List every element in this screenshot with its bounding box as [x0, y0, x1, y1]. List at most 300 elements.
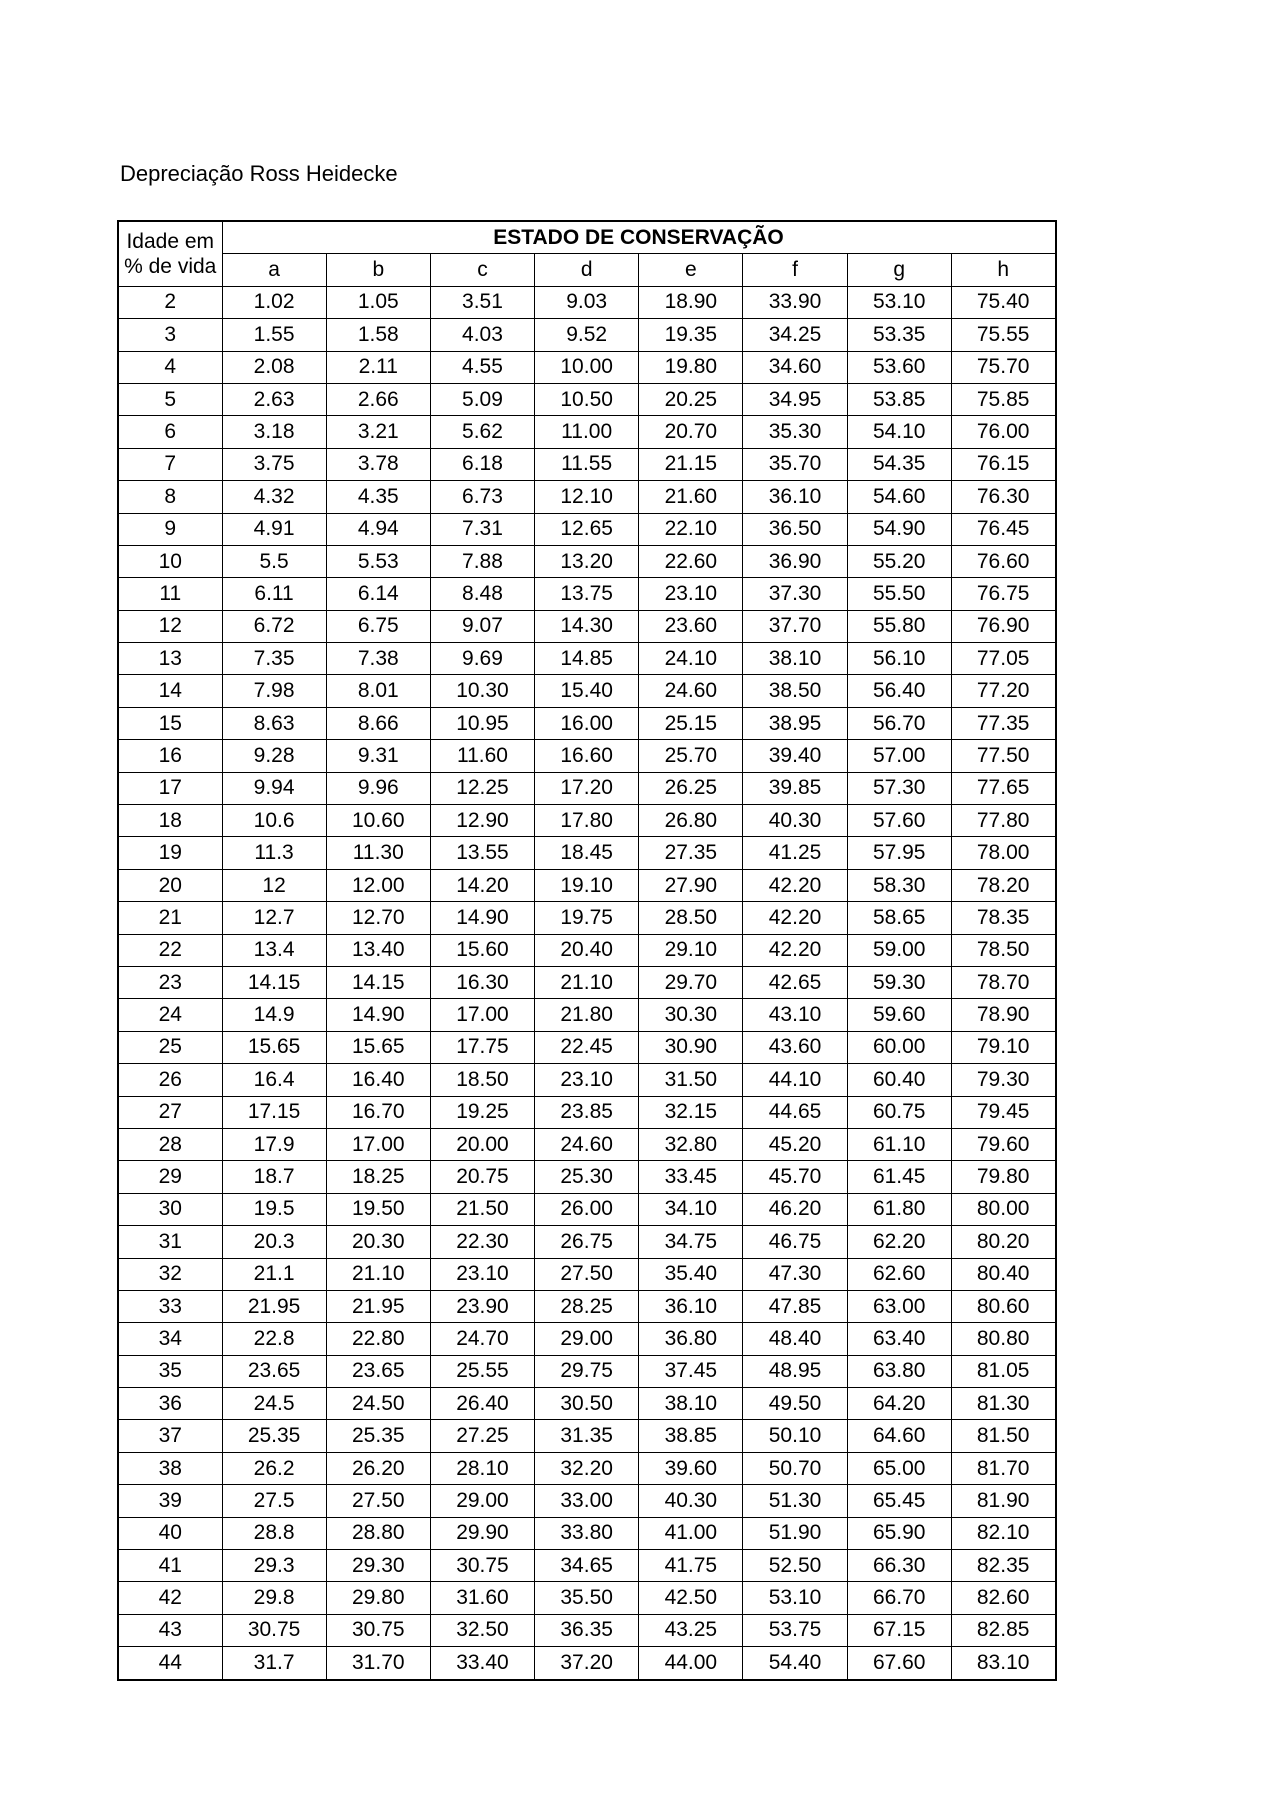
value-cell: 17.9 [222, 1128, 326, 1160]
value-cell: 78.35 [951, 902, 1055, 934]
value-cell: 23.65 [326, 1355, 430, 1387]
table-row [118, 578, 1056, 610]
value-cell: 77.50 [951, 740, 1055, 772]
value-cell: 6.18 [430, 448, 534, 480]
value-cell: 38.10 [639, 1388, 743, 1420]
table-row [118, 740, 1056, 772]
age-cell: 26 [118, 1064, 222, 1096]
value-cell: 2.08 [222, 351, 326, 383]
age-cell: 32 [118, 1258, 222, 1290]
value-cell: 4.91 [222, 513, 326, 545]
value-cell: 16.60 [535, 740, 639, 772]
table-row [118, 837, 1056, 869]
value-cell: 36.35 [535, 1614, 639, 1646]
age-cell: 44 [118, 1647, 222, 1680]
value-cell: 9.69 [430, 643, 534, 675]
value-cell: 14.15 [222, 966, 326, 998]
value-cell: 53.10 [847, 286, 951, 318]
age-cell: 2 [118, 286, 222, 318]
value-cell: 48.40 [743, 1323, 847, 1355]
age-cell: 3 [118, 319, 222, 351]
table-row [118, 1258, 1056, 1290]
value-cell: 19.35 [639, 319, 743, 351]
value-cell: 47.30 [743, 1258, 847, 1290]
value-cell: 42.65 [743, 966, 847, 998]
value-cell: 25.35 [222, 1420, 326, 1452]
value-cell: 79.60 [951, 1128, 1055, 1160]
value-cell: 36.80 [639, 1323, 743, 1355]
value-cell: 77.65 [951, 772, 1055, 804]
age-cell: 23 [118, 966, 222, 998]
value-cell: 55.50 [847, 578, 951, 610]
value-cell: 23.10 [430, 1258, 534, 1290]
value-cell: 46.75 [743, 1226, 847, 1258]
value-cell: 23.90 [430, 1290, 534, 1322]
value-cell: 66.70 [847, 1582, 951, 1614]
age-cell: 25 [118, 1031, 222, 1063]
value-cell: 17.00 [326, 1128, 430, 1160]
value-cell: 38.50 [743, 675, 847, 707]
value-cell: 42.50 [639, 1582, 743, 1614]
value-cell: 13.40 [326, 934, 430, 966]
value-cell: 18.7 [222, 1161, 326, 1193]
value-cell: 2.11 [326, 351, 430, 383]
column-header-c: c [430, 254, 534, 286]
age-cell: 33 [118, 1290, 222, 1322]
value-cell: 1.05 [326, 286, 430, 318]
value-cell: 50.70 [743, 1452, 847, 1484]
value-cell: 44.00 [639, 1647, 743, 1680]
conservation-group-header: ESTADO DE CONSERVAÇÃO [222, 221, 1056, 254]
value-cell: 28.8 [222, 1517, 326, 1549]
table-row [118, 675, 1056, 707]
value-cell: 10.60 [326, 805, 430, 837]
value-cell: 30.75 [326, 1614, 430, 1646]
value-cell: 6.72 [222, 610, 326, 642]
value-cell: 34.75 [639, 1226, 743, 1258]
value-cell: 13.4 [222, 934, 326, 966]
value-cell: 18.25 [326, 1161, 430, 1193]
table-row [118, 1420, 1056, 1452]
value-cell: 14.90 [430, 902, 534, 934]
header-row-columns [118, 254, 1056, 286]
value-cell: 48.95 [743, 1355, 847, 1387]
value-cell: 40.30 [639, 1485, 743, 1517]
value-cell: 17.00 [430, 999, 534, 1031]
value-cell: 65.00 [847, 1452, 951, 1484]
value-cell: 80.00 [951, 1193, 1055, 1225]
value-cell: 32.20 [535, 1452, 639, 1484]
value-cell: 29.00 [430, 1485, 534, 1517]
value-cell: 75.55 [951, 319, 1055, 351]
value-cell: 53.85 [847, 383, 951, 415]
value-cell: 53.10 [743, 1582, 847, 1614]
table-row [118, 351, 1056, 383]
age-cell: 31 [118, 1226, 222, 1258]
value-cell: 77.05 [951, 643, 1055, 675]
value-cell: 2.63 [222, 383, 326, 415]
value-cell: 21.10 [535, 966, 639, 998]
value-cell: 6.14 [326, 578, 430, 610]
value-cell: 29.80 [326, 1582, 430, 1614]
value-cell: 31.60 [430, 1582, 534, 1614]
value-cell: 3.75 [222, 448, 326, 480]
value-cell: 9.52 [535, 319, 639, 351]
value-cell: 76.00 [951, 416, 1055, 448]
value-cell: 16.40 [326, 1064, 430, 1096]
value-cell: 29.00 [535, 1323, 639, 1355]
value-cell: 12.70 [326, 902, 430, 934]
value-cell: 9.07 [430, 610, 534, 642]
value-cell: 15.65 [326, 1031, 430, 1063]
table-row [118, 1193, 1056, 1225]
value-cell: 34.10 [639, 1193, 743, 1225]
table-row [118, 1647, 1056, 1680]
value-cell: 36.10 [639, 1290, 743, 1322]
value-cell: 50.10 [743, 1420, 847, 1452]
value-cell: 5.62 [430, 416, 534, 448]
age-cell: 21 [118, 902, 222, 934]
value-cell: 7.38 [326, 643, 430, 675]
value-cell: 57.30 [847, 772, 951, 804]
value-cell: 14.9 [222, 999, 326, 1031]
value-cell: 26.80 [639, 805, 743, 837]
value-cell: 30.30 [639, 999, 743, 1031]
column-header-d: d [535, 254, 639, 286]
value-cell: 3.21 [326, 416, 430, 448]
value-cell: 44.10 [743, 1064, 847, 1096]
value-cell: 21.1 [222, 1258, 326, 1290]
value-cell: 19.80 [639, 351, 743, 383]
age-cell: 8 [118, 481, 222, 513]
value-cell: 28.80 [326, 1517, 430, 1549]
value-cell: 27.25 [430, 1420, 534, 1452]
value-cell: 58.30 [847, 869, 951, 901]
value-cell: 53.35 [847, 319, 951, 351]
value-cell: 25.15 [639, 707, 743, 739]
value-cell: 14.15 [326, 966, 430, 998]
table-row [118, 966, 1056, 998]
value-cell: 79.80 [951, 1161, 1055, 1193]
value-cell: 83.10 [951, 1647, 1055, 1680]
value-cell: 64.20 [847, 1388, 951, 1420]
value-cell: 19.5 [222, 1193, 326, 1225]
value-cell: 77.80 [951, 805, 1055, 837]
value-cell: 4.94 [326, 513, 430, 545]
value-cell: 15.40 [535, 675, 639, 707]
value-cell: 78.20 [951, 869, 1055, 901]
value-cell: 29.70 [639, 966, 743, 998]
age-cell: 24 [118, 999, 222, 1031]
value-cell: 11.3 [222, 837, 326, 869]
column-header-e: e [639, 254, 743, 286]
value-cell: 14.30 [535, 610, 639, 642]
value-cell: 14.20 [430, 869, 534, 901]
value-cell: 12.25 [430, 772, 534, 804]
value-cell: 40.30 [743, 805, 847, 837]
value-cell: 8.66 [326, 707, 430, 739]
value-cell: 61.80 [847, 1193, 951, 1225]
age-cell: 16 [118, 740, 222, 772]
age-cell: 37 [118, 1420, 222, 1452]
value-cell: 34.95 [743, 383, 847, 415]
value-cell: 42.20 [743, 869, 847, 901]
value-cell: 12.65 [535, 513, 639, 545]
value-cell: 25.30 [535, 1161, 639, 1193]
value-cell: 26.2 [222, 1452, 326, 1484]
value-cell: 42.20 [743, 902, 847, 934]
value-cell: 54.10 [847, 416, 951, 448]
value-cell: 32.80 [639, 1128, 743, 1160]
value-cell: 78.70 [951, 966, 1055, 998]
value-cell: 20.30 [326, 1226, 430, 1258]
value-cell: 76.75 [951, 578, 1055, 610]
value-cell: 82.85 [951, 1614, 1055, 1646]
value-cell: 21.80 [535, 999, 639, 1031]
value-cell: 29.3 [222, 1550, 326, 1582]
value-cell: 79.30 [951, 1064, 1055, 1096]
value-cell: 21.60 [639, 481, 743, 513]
value-cell: 22.45 [535, 1031, 639, 1063]
value-cell: 54.60 [847, 481, 951, 513]
table-row [118, 1290, 1056, 1322]
age-column-header: Idade em % de vida [118, 221, 222, 286]
value-cell: 54.90 [847, 513, 951, 545]
table-row [118, 1226, 1056, 1258]
value-cell: 59.60 [847, 999, 951, 1031]
value-cell: 23.85 [535, 1096, 639, 1128]
value-cell: 54.35 [847, 448, 951, 480]
value-cell: 80.60 [951, 1290, 1055, 1322]
age-cell: 29 [118, 1161, 222, 1193]
value-cell: 81.05 [951, 1355, 1055, 1387]
column-header-a: a [222, 254, 326, 286]
value-cell: 75.40 [951, 286, 1055, 318]
value-cell: 26.20 [326, 1452, 430, 1484]
value-cell: 55.80 [847, 610, 951, 642]
age-cell: 15 [118, 707, 222, 739]
value-cell: 8.01 [326, 675, 430, 707]
value-cell: 82.35 [951, 1550, 1055, 1582]
value-cell: 26.75 [535, 1226, 639, 1258]
value-cell: 33.90 [743, 286, 847, 318]
age-cell: 9 [118, 513, 222, 545]
value-cell: 64.60 [847, 1420, 951, 1452]
age-cell: 38 [118, 1452, 222, 1484]
value-cell: 34.65 [535, 1550, 639, 1582]
value-cell: 82.60 [951, 1582, 1055, 1614]
value-cell: 79.45 [951, 1096, 1055, 1128]
table-body [118, 286, 1056, 1679]
value-cell: 30.50 [535, 1388, 639, 1420]
age-cell: 43 [118, 1614, 222, 1646]
value-cell: 31.35 [535, 1420, 639, 1452]
value-cell: 13.20 [535, 545, 639, 577]
value-cell: 41.00 [639, 1517, 743, 1549]
value-cell: 67.60 [847, 1647, 951, 1680]
value-cell: 23.60 [639, 610, 743, 642]
value-cell: 19.50 [326, 1193, 430, 1225]
value-cell: 37.70 [743, 610, 847, 642]
value-cell: 4.03 [430, 319, 534, 351]
table-row [118, 513, 1056, 545]
value-cell: 31.50 [639, 1064, 743, 1096]
value-cell: 46.20 [743, 1193, 847, 1225]
value-cell: 7.35 [222, 643, 326, 675]
value-cell: 17.15 [222, 1096, 326, 1128]
value-cell: 3.51 [430, 286, 534, 318]
value-cell: 22.8 [222, 1323, 326, 1355]
table-row [118, 1582, 1056, 1614]
value-cell: 5.53 [326, 545, 430, 577]
value-cell: 33.45 [639, 1161, 743, 1193]
table-row [118, 1323, 1056, 1355]
value-cell: 78.90 [951, 999, 1055, 1031]
age-cell: 13 [118, 643, 222, 675]
age-cell: 30 [118, 1193, 222, 1225]
age-cell: 27 [118, 1096, 222, 1128]
table-row [118, 1355, 1056, 1387]
age-cell: 22 [118, 934, 222, 966]
value-cell: 63.40 [847, 1323, 951, 1355]
table-row [118, 707, 1056, 739]
value-cell: 29.10 [639, 934, 743, 966]
age-cell: 35 [118, 1355, 222, 1387]
age-cell: 18 [118, 805, 222, 837]
value-cell: 18.90 [639, 286, 743, 318]
table-row [118, 1614, 1056, 1646]
table-row [118, 772, 1056, 804]
age-cell: 4 [118, 351, 222, 383]
value-cell: 39.60 [639, 1452, 743, 1484]
value-cell: 39.40 [743, 740, 847, 772]
value-cell: 81.90 [951, 1485, 1055, 1517]
value-cell: 76.45 [951, 513, 1055, 545]
value-cell: 28.50 [639, 902, 743, 934]
value-cell: 3.78 [326, 448, 430, 480]
value-cell: 35.30 [743, 416, 847, 448]
table-row [118, 1388, 1056, 1420]
value-cell: 7.88 [430, 545, 534, 577]
table-row [118, 1452, 1056, 1484]
value-cell: 81.70 [951, 1452, 1055, 1484]
value-cell: 26.00 [535, 1193, 639, 1225]
value-cell: 57.00 [847, 740, 951, 772]
value-cell: 60.40 [847, 1064, 951, 1096]
value-cell: 37.45 [639, 1355, 743, 1387]
value-cell: 38.95 [743, 707, 847, 739]
value-cell: 27.35 [639, 837, 743, 869]
value-cell: 36.90 [743, 545, 847, 577]
value-cell: 23.10 [535, 1064, 639, 1096]
value-cell: 43.25 [639, 1614, 743, 1646]
value-cell: 20.70 [639, 416, 743, 448]
value-cell: 13.55 [430, 837, 534, 869]
value-cell: 17.75 [430, 1031, 534, 1063]
table-row [118, 448, 1056, 480]
value-cell: 51.30 [743, 1485, 847, 1517]
value-cell: 52.50 [743, 1550, 847, 1582]
value-cell: 10.95 [430, 707, 534, 739]
value-cell: 21.95 [326, 1290, 430, 1322]
table-row [118, 869, 1056, 901]
value-cell: 24.70 [430, 1323, 534, 1355]
value-cell: 60.75 [847, 1096, 951, 1128]
value-cell: 16.4 [222, 1064, 326, 1096]
value-cell: 29.30 [326, 1550, 430, 1582]
value-cell: 6.73 [430, 481, 534, 513]
value-cell: 24.60 [639, 675, 743, 707]
value-cell: 15.60 [430, 934, 534, 966]
value-cell: 56.70 [847, 707, 951, 739]
column-header-h: h [951, 254, 1055, 286]
value-cell: 11.00 [535, 416, 639, 448]
value-cell: 65.45 [847, 1485, 951, 1517]
value-cell: 9.03 [535, 286, 639, 318]
value-cell: 30.75 [222, 1614, 326, 1646]
value-cell: 77.35 [951, 707, 1055, 739]
value-cell: 36.50 [743, 513, 847, 545]
value-cell: 57.60 [847, 805, 951, 837]
value-cell: 27.5 [222, 1485, 326, 1517]
value-cell: 30.90 [639, 1031, 743, 1063]
value-cell: 62.60 [847, 1258, 951, 1290]
value-cell: 1.55 [222, 319, 326, 351]
table-row [118, 643, 1056, 675]
value-cell: 80.80 [951, 1323, 1055, 1355]
value-cell: 26.25 [639, 772, 743, 804]
age-cell: 17 [118, 772, 222, 804]
value-cell: 49.50 [743, 1388, 847, 1420]
document-title: Depreciação Ross Heidecke [120, 161, 398, 186]
value-cell: 43.60 [743, 1031, 847, 1063]
value-cell: 21.10 [326, 1258, 430, 1290]
value-cell: 5.09 [430, 383, 534, 415]
value-cell: 7.98 [222, 675, 326, 707]
value-cell: 55.20 [847, 545, 951, 577]
value-cell: 35.40 [639, 1258, 743, 1290]
value-cell: 36.10 [743, 481, 847, 513]
value-cell: 81.50 [951, 1420, 1055, 1452]
value-cell: 8.63 [222, 707, 326, 739]
value-cell: 37.20 [535, 1647, 639, 1680]
column-header-f: f [743, 254, 847, 286]
value-cell: 9.94 [222, 772, 326, 804]
value-cell: 34.60 [743, 351, 847, 383]
value-cell: 31.70 [326, 1647, 430, 1680]
value-cell: 12.10 [535, 481, 639, 513]
value-cell: 20.40 [535, 934, 639, 966]
value-cell: 10.6 [222, 805, 326, 837]
age-cell: 20 [118, 869, 222, 901]
value-cell: 35.50 [535, 1582, 639, 1614]
value-cell: 65.90 [847, 1517, 951, 1549]
value-cell: 80.20 [951, 1226, 1055, 1258]
table-row [118, 610, 1056, 642]
table-row [118, 934, 1056, 966]
value-cell: 61.10 [847, 1128, 951, 1160]
value-cell: 45.70 [743, 1161, 847, 1193]
value-cell: 32.15 [639, 1096, 743, 1128]
value-cell: 24.10 [639, 643, 743, 675]
value-cell: 16.00 [535, 707, 639, 739]
value-cell: 9.28 [222, 740, 326, 772]
value-cell: 51.90 [743, 1517, 847, 1549]
value-cell: 76.30 [951, 481, 1055, 513]
value-cell: 24.50 [326, 1388, 430, 1420]
value-cell: 19.10 [535, 869, 639, 901]
value-cell: 31.7 [222, 1647, 326, 1680]
